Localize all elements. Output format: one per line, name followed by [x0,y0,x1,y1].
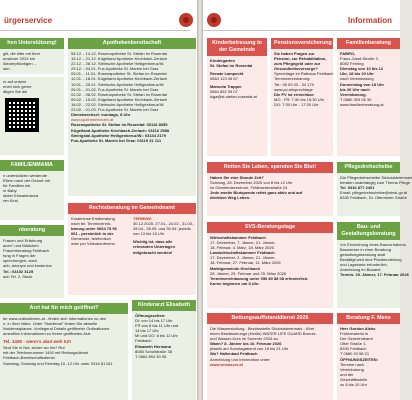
support-box [0,38,64,74]
frauenberatung-line: Frauen und Erfahrung [3,237,43,243]
arzt-title: Arzt hat für mich geöffnet? [0,303,128,314]
pflege-line: Die Pflegedrehscheibe Südoststeiermark [340,174,412,180]
apotheken-row: 08.12. - 14.12. Rosenapotheke St. Stefan im Rosental [71,50,167,56]
frauenberatung-phone: Tel.: 03152 3125 [3,268,34,274]
kinderarzt-line: FR von 8 bis 11 Uhr und [135,323,179,329]
kb-phone: 0664 852 39 07 [210,89,238,95]
beratung-list [337,324,400,389]
familienberatung-line: Franz-Josef-Straße 3 [340,56,378,62]
svs-note: Terminvereinbarung unter 050 80 88 08 erforderlich. [210,275,309,281]
familienberatung-line: Vereinbarung. [340,91,367,97]
pflege-line: 8330 Feldbach, Dr. Ottenhofer Straße [340,195,407,201]
apotheken-contact: Kügelland Apotheke Kirchbach-Zerlach: 03116 2588 [71,127,170,133]
beratung-box [337,313,400,400]
familienberatung-line: Dienstag von 10 bis 12 [340,66,384,72]
legal-date: von 13 bis 15 Uhr [133,231,165,237]
arzt-line: amentlich Informationen zu Ihrem geöffneten Arzt. [3,331,92,337]
hotline-line: Samstag, Sonntag und Feiertag 10 -12 Uhr unter 0316 81 811 [3,360,113,366]
apotheken-row: 02.02. - 08.02. Rosenapotheke St. Stefan im Rosental [71,91,167,97]
beratung-line: Herr Gordon Aleks [340,325,376,331]
bau-title: Bau- und Gestaltungsberatung [337,222,400,240]
hotline-title: Tel. 1450 - wenn's akut weh tut! [3,339,72,345]
support-line: ensteuer 2024 ein [3,56,36,62]
wasser-line: Wann? 8. Jänner bis 10. Februar 2026 [210,341,282,347]
bau-line: Anmeldung im Bauamt. [340,267,382,273]
hotline-line: mit der Telefonnummer 1450 mit Rettungsdienst [3,350,89,356]
frauenberatung-title: nberatung [0,225,64,236]
beratung-line: und der [340,371,354,377]
qr-code-icon[interactable] [5,98,39,132]
familie-title: FAMILIENMAMA [0,160,64,171]
svs-kurs: Kurse beginnen um 8 Uhr. [210,280,260,286]
legal-line: Gemeinde, telefonisch [71,236,111,242]
kb-line: St. Stefan im Rosental [210,62,253,68]
frauenberatung-line: auen" und Mädchen [3,243,39,249]
apotheken-row: 09.02. - 15.02. Kügelland Apotheke Kirchbach-Zerlach [71,96,168,102]
familie-line: m Baby. [3,188,18,194]
familienberatung-line: FABRO, [340,50,356,56]
wasser-line: und Wasser-Kurs im Sommer 2026 an. [210,336,279,342]
apotheken-row: 26.01. - 01.02. Fux-Apotheke St. Marein bei Graz [71,86,159,92]
pension-box [271,38,333,156]
kinderarzt-list [132,311,196,361]
pflege-title: Pflegedrehscheibe [337,162,400,173]
bau-box [337,222,409,308]
familie-line: Eltern nach der Geburt mit [3,178,50,184]
svs-title: SVS-Beratungstage [207,222,333,233]
frauenberatung-line: sprechungen, auch [3,258,38,264]
apotheken-box [68,38,196,196]
rechtsberatung-dates [130,214,194,257]
wasserrettung-title: Bettungsauffstanddienst 2026 [207,313,333,324]
pension-line: Terminvereinbarung: [274,76,311,82]
rechtsberatung-title: Rechtsberatung im Gemeindeamt [68,203,196,214]
beratung-line: Der Gemeindeamt [340,336,373,342]
bau-line: Bauwerber in einer Beratung [340,246,391,252]
beratung-line: Termine nach [340,361,365,367]
familienberatung-line: T 0680 303 08 30 [340,96,372,102]
familie-line: für Familien mit [3,183,31,189]
svs-line: Wirtschaftskammer Feldbach [210,234,266,240]
pflege-line: Email: pflegedrehscheibe@stmk.gv.at [340,190,407,196]
beratung-line: 8330 Feldbach [340,346,367,352]
support-line: gilt, die bitte mit Ihrer [3,50,41,56]
beratung-line: Frühberaterin in [340,331,369,337]
legal-dates-title: TERMINE: [133,215,153,221]
hotline-line: Sind Sie in Not, sicher wo hin? Ruf [3,345,65,351]
blutspende-box [207,162,333,216]
arzt-line: Notdienstplanes. Vorliegend Details geöffneter Ordinationen. [3,326,111,332]
apotheken-contact: Rosenapotheke St. Stefan im Rosental: 03116 8355 [71,122,168,128]
arzt-line: ter www.ordinationen.at - finden sich Informationen zu den [3,315,107,321]
pflege-list [337,173,412,203]
right-header: Information [203,12,400,31]
wasser-line: Wo? Hallenbad Feldbach [210,351,258,357]
apotheken-service: Dienstwechsel: montags, 8 Uhr [71,112,131,118]
pension-line: Pension, zur Rehabilitation, [274,56,327,62]
beratung-line: Geschäftsstelle [340,377,368,382]
hotline-line: Feldbach-Bereitschaftsdienst. [3,355,56,361]
legal-line: oder per Videokonferenz. [71,241,116,247]
bau-termin: Termin: 20. Jänner, 17. Februar 2026 [340,272,409,278]
support-line: sen. [3,66,11,72]
arzt-box [0,303,128,400]
frauenberatung-line: Frauenberatung Feldbach [3,248,50,254]
wasser-line: jeweils am Sonntagabend von 18 bis 21 Uhr [210,346,289,352]
support-title: hen Unterstützung! [0,38,64,49]
pension-line: Sie haben Fragen zur [274,50,315,56]
svs-list [207,233,333,288]
arzt-line: n, in Ihrer Nähe. Unter "Notdienst" finden Sie aktuelle [3,321,98,327]
beratung-line: Vereinbarung [340,366,364,372]
left-page [0,0,197,400]
kinderarzt-title: Kinderarzt Elisabeth [132,300,196,311]
wasserrettung-box [207,313,333,400]
apotheken-row: 22.12. - 28.12. Steirische Apotheke Heiligenkreuz/W. [71,61,165,67]
kinderarzt-line: T 0664 894 30 55 [135,353,167,359]
pension-line: Tel.: 05 03 03 - 34 179 [274,81,314,87]
apotheken-row: 05.01. - 11.01. Rosenapotheke St. Stefan im Rosental [71,71,167,77]
wasser-url[interactable]: www.wrwasser.at [210,361,243,367]
legal-date: 28.04., 26.05. und 30.06. jeweils [133,226,191,232]
familienberatung-line: www.familienberatung.at [340,102,384,107]
svs-line: 17. Dezember, 7. Jänner, 21. Jänner, [210,240,276,246]
pension-line: zum Pflegegeld oder zur [274,61,321,67]
kb-name: Manuela Trapper [210,84,242,90]
kinderarzt-line: MI und DO: 8 bis 11 Uhr [135,333,178,339]
familienberatung-line: Uhr, 18 bis 20 Uhr [340,71,374,77]
left-header: ürgerservice [0,12,190,31]
kb-phone: 0664 123 45 67 [210,76,238,82]
familienberatung-line: bis 20 Uhr nach [340,86,370,92]
blut-line: Sonntag, 28. Dezember 2025 von 8 bis 12 Uhr [210,180,293,186]
svs-line: 18. Februar, 27. Februar, 11. März 2026 [210,260,281,266]
frauenberatung-box [0,225,64,298]
kinderarzt-line: Feldbach [135,338,152,344]
legal-phone: 061 - persönlich in der [71,231,114,237]
familie-line: idoter Einsatzhanza [3,193,39,199]
kb-line: Kindergarten [210,57,235,63]
frauenberatung-line: tung in Fragen der [3,253,36,259]
svs-box [207,222,333,308]
beratung-line: T 0680 20 58 21 [340,351,370,357]
support-line: ätigen Sie die [3,89,28,95]
kinderbetreuung-box [207,38,267,156]
beratung-line: zu 8 bis 10 Uhr [340,382,367,388]
rechtsberatung-box [68,203,196,295]
legal-phone: barung unter 0664 75 96 [71,226,117,232]
familienberatung-line: 8082 Fehring [340,61,364,67]
apotheken-row: 19.01. - 25.01. Steirische Apotheke Heiligenkreuz/W. [71,81,165,87]
kinderarzt-line: 8083 Schulstraße 38 [135,348,172,354]
pflege-box [337,162,412,216]
pension-title: Pensionsversicherung [271,38,333,49]
wasser-line: Die Wasserstollung - Bezirksstelle Südoststeiermark - führt [210,325,315,331]
blut-line: Haben Sie eine Stunde Zeit? [210,174,264,180]
svs-line: Landwirtschaftskammer Feldbach [210,250,275,256]
pension-hotline-label: Die PV ist erreichbar: [274,91,315,97]
frauenberatung-line: ach Tel. 2. Stock [3,273,33,279]
familienberatung-line: nach Vereinbarung [340,76,374,82]
kinderarzt-line: Elisabeth Hermann [135,343,172,349]
kinderarzt-line: DI: von 14 bis 17 Uhr [135,318,173,324]
blut-line: Jede zweite Blutspende rettet ganz aktiv und auf [210,190,303,196]
blutspende-title: Retten Sie Leben, spenden Sie Blut! [207,162,333,173]
kinderbetreuung-title: Kinderbetreuung in der Gemeinde [207,38,267,56]
support-details [0,77,64,155]
apotheken-list [68,49,196,145]
apotheken-row: 16.02. - 22.02. Steirische Apotheke Heiligenkreuz/W. [71,102,165,107]
familie-box [0,160,64,220]
legal-note: Wichtig ist, dass alle relevanten Unterlagen mitgebracht werden! [133,239,176,255]
kinderarzt-box [132,300,196,400]
kinderarzt-line: 14 bis 17 Uhr [135,328,159,334]
legal-line: Kostenlose Erstberatung [71,215,115,221]
pension-hours: MO - FR: 7:30 bis 15:30 Uhr [274,96,325,102]
svs-line: Marktgemeinde Kirchbach [210,265,261,271]
pflege-line: Tel. 0316 877 2401 [340,185,375,191]
support-body [0,49,64,73]
apotheken-row: 12.01. - 18.01. Kügelland Apotheke Kirchbach-Zerlach [71,76,168,82]
blut-line: im Gemeindezentrum, Feldbacherstraße 24 [210,185,288,191]
beratung-line: ÖFFNUNGSZEITEN: [340,356,378,362]
bau-list [337,240,409,280]
right-page [203,0,412,400]
wasserrettung-list [207,324,333,369]
familie-line: n unterstützen werdende [3,172,48,178]
support-line: ßteuerpflichtigen ... [3,61,38,67]
blut-line: direktem Weg Leben. [210,195,251,201]
familie-line: ren Kind [3,198,18,204]
pension-line: www.pv.at/sprechtage [274,86,313,92]
apotheken-row: 29.12. - 04.01. Fux-Apotheke St. Marein bei Graz [71,66,159,72]
bau-line: Bestätigt wird eine Planbeurteilung [340,257,402,263]
familienberatung-line: Donnerstag von 18 Uhr [340,81,385,87]
apotheken-contact: Steirigstal Apotheke Heiligenkreuz/W.: 03134 2179 [71,132,166,138]
kb-name: Renate Lampecht [210,71,244,77]
apotheken-url: www.apothekenindex.at [71,117,114,123]
familienberatung-title: Familienberatung [337,38,400,49]
pension-line: Sprechtage im Rathaus Feldbach [274,71,334,77]
svs-line: 18. Februar, 4. März, 18. März 2026 [210,245,274,251]
apotheken-contact: Fux-Apotheke St. Marein bei Graz: 03119 31 111 [71,137,162,143]
kb-email[interactable]: kiga@st-stefan-rosental.at [210,94,257,100]
apotheken-title: Apothekenbereitschaft [68,38,196,49]
support-line: enen sich gerne [3,84,32,90]
bau-line: gestaltungsberatung statt [340,252,385,258]
wasser-info: Anmeldung und Information unter: [210,356,271,362]
wasser-line: einen Bewässerungs (Heiße) WATER LIFE GUARD Bronze- [210,331,317,337]
pension-line: Gesundheitsvorsorge? [274,66,318,72]
rechtsberatung-text [68,214,130,257]
bau-line: und Lagekarte erforderlich. [340,262,388,268]
bau-line: Vor Einreichung eines Bauvorhabens [340,241,406,247]
familienberatung-list [337,49,400,109]
support-line: m auf unsere [3,79,27,84]
frauenberatung-line: ach, anonym und kostenlos [3,263,52,269]
legal-line: nach tel. Terminverein- [71,221,112,227]
rose-logo-icon [178,12,194,28]
legal-date: 30.12.2025, 27.01., 24.02., 31.03., [133,221,195,227]
kinderarzt-line: Öffnungszeiten: [135,312,166,318]
pflege-line: beraten unabhängig zum Thema Pflege [340,180,411,186]
pension-hours: DO: 7:30 Uhr - 17:30 Uhr [274,102,319,107]
apotheken-row: 15.12. - 21.12. Kügelland Apotheke Kirchbach-Zerlach [71,56,168,62]
apotheken-row: 23.02. - 01.03. Fux-Apotheke St. Marein bei Graz [71,107,159,113]
familienberatung-box [337,38,400,156]
pension-list [271,49,333,109]
svs-line: 28. Jänner, 25. Februar und 25. März 2026 [210,270,287,276]
beratung-title: Beratung F. Mens [337,313,400,324]
beratung-line: Otter Straße 1, [340,341,367,347]
svs-line: 17. Dezember, 2. Jänner, 21. Jänner, [210,255,276,261]
